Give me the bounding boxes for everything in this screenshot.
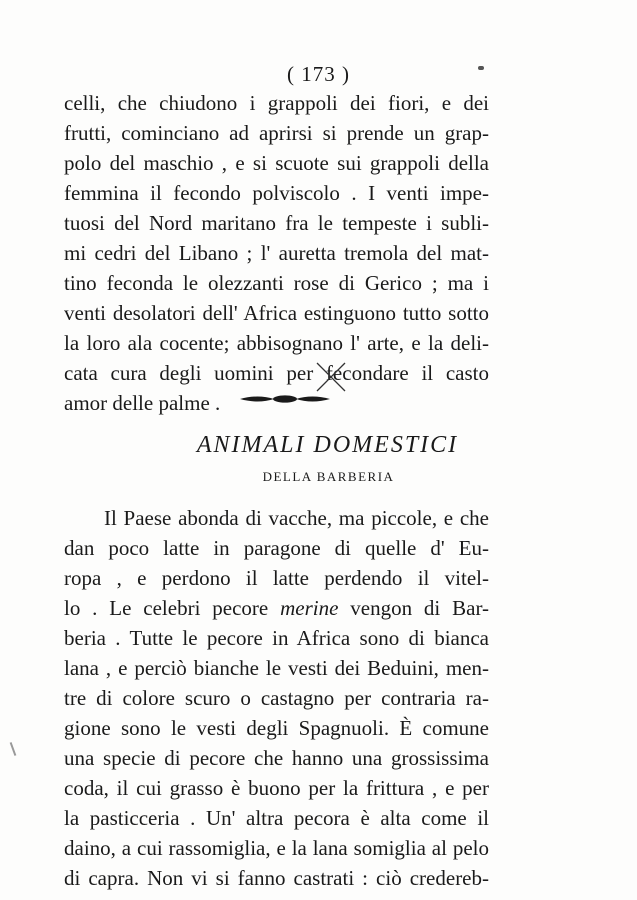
text-line: femmina il fecondo polviscolo . I venti impe- bbox=[64, 181, 489, 205]
text-line: Il Paese abonda di vacche, ma piccole, e che bbox=[104, 506, 489, 530]
text-line bbox=[64, 593, 489, 623]
section-subtitle: DELLA BARBERIA bbox=[262, 469, 395, 484]
text-line: di capra. Non vi si fanno castrati : ciò credereb- bbox=[64, 866, 489, 890]
text-line: lana , e perciò bianche le vesti dei Beduini, men- bbox=[64, 656, 489, 680]
text-segment: lo . Le celebri pecore bbox=[64, 596, 269, 620]
text-line: celli, che chiudono i grappoli dei fiori, e dei bbox=[64, 91, 489, 115]
italic-term: merine bbox=[280, 596, 339, 620]
page-number: ( 173 ) bbox=[287, 62, 350, 86]
text-line: la pasticceria . Un' altra pecora è alta come il bbox=[64, 806, 489, 830]
text-segment: vengon di Bar- bbox=[350, 596, 490, 620]
text-line: la loro ala cocente; abbisognano l' arte, e la deli- bbox=[64, 331, 489, 355]
text-line: tuosi del Nord maritano fra le tempeste i subli- bbox=[64, 211, 489, 235]
text-line: dan poco latte in paragone di quelle d' Eu- bbox=[64, 536, 489, 560]
text-line: daino, a cui rassomiglia, e la lana somiglia al pelo bbox=[64, 836, 489, 860]
text-line: ropa , e perdono il latte perdendo il vitel- bbox=[64, 566, 489, 590]
text-line: tino feconda le olezzanti rose di Gerico ; ma i bbox=[64, 271, 489, 295]
cross-mark-icon bbox=[314, 360, 348, 394]
text-line: cata cura degli uomini per fecondare il casto bbox=[64, 361, 489, 385]
text-line: una specie di pecore che hanno una grossissima bbox=[64, 746, 489, 770]
text-line: beria . Tutte le pecore in Africa sono di bianca bbox=[64, 626, 489, 650]
text-line: tre di colore scuro o castagno per contraria ra- bbox=[64, 686, 489, 710]
text-line: frutti, cominciano ad aprirsi si prende un grap- bbox=[64, 121, 489, 145]
text-line: mi cedri del Libano ; l' auretta tremola del mat- bbox=[64, 241, 489, 265]
text-line: polo del maschio , e si scuote sui grappoli della bbox=[64, 151, 489, 175]
text-line: gione sono le vesti degli Spagnuoli. È comune bbox=[64, 716, 489, 740]
margin-mark bbox=[10, 742, 17, 756]
text-line: coda, il cui grasso è buono per la frittura , e per bbox=[64, 776, 489, 800]
text-line: venti desolatori dell' Africa estinguono tutto sotto bbox=[64, 301, 489, 325]
text-line: amor delle palme . bbox=[64, 391, 221, 415]
section-title: ANIMALI DOMESTICI bbox=[196, 432, 459, 458]
ornament-divider-icon bbox=[238, 392, 332, 406]
